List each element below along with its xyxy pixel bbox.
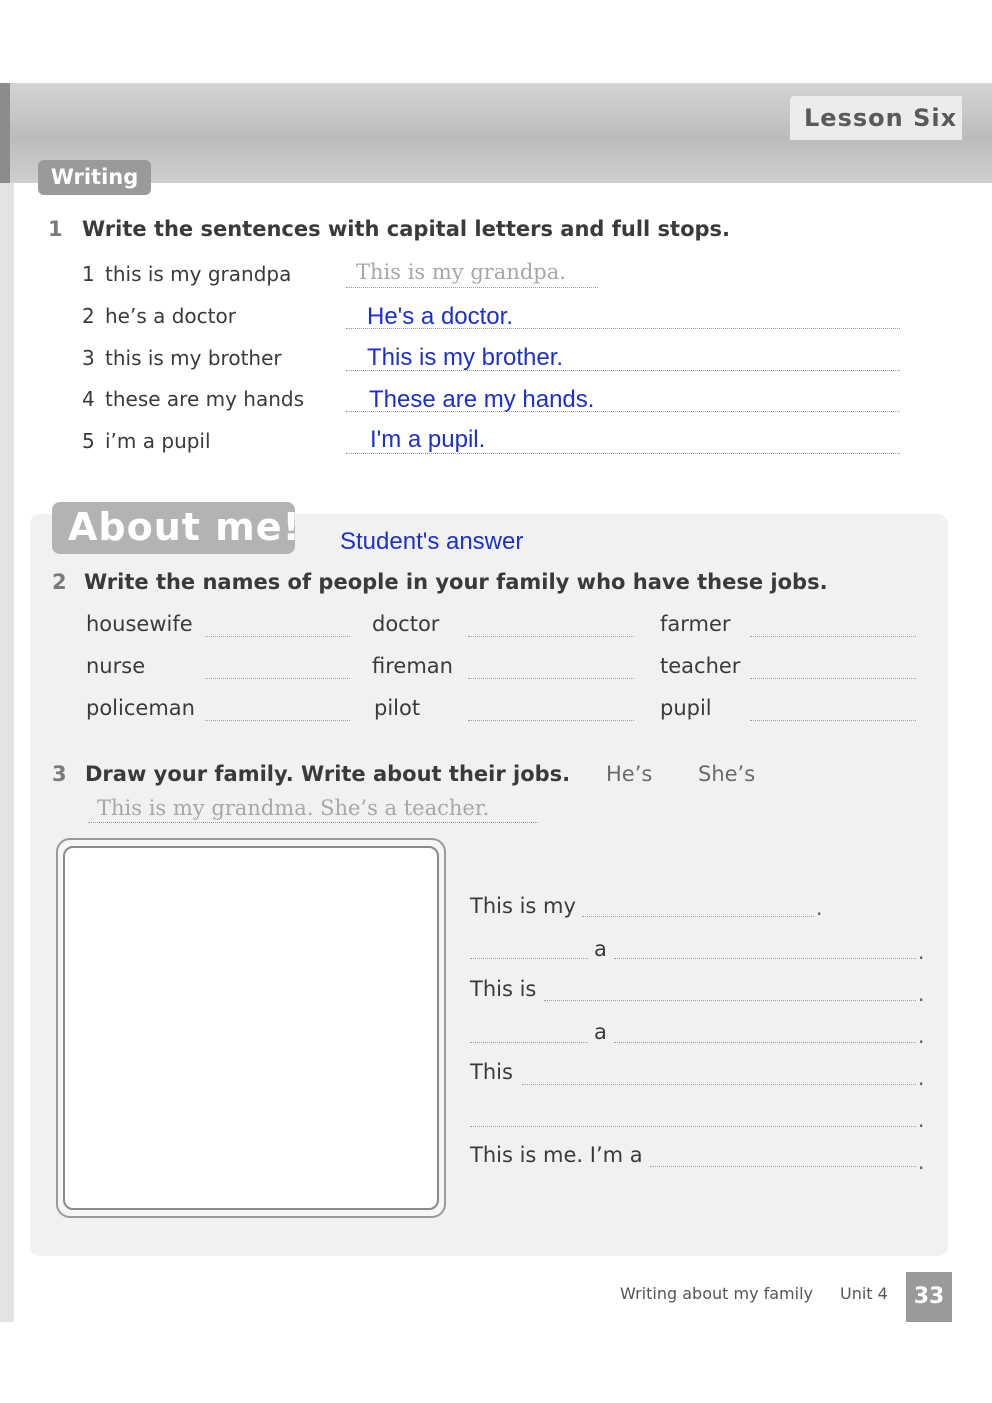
written-answer: These are my hands. [369, 386, 595, 413]
item-prompt: i’m a pupil [105, 429, 211, 453]
page-edge [0, 183, 14, 1323]
item-prompt: this is my brother [105, 346, 282, 370]
page-number: 33 [906, 1272, 952, 1322]
writing-line [582, 916, 814, 917]
footer-unit: Unit 4 [840, 1284, 888, 1303]
answer-line [346, 287, 598, 288]
full-stop: . [918, 1066, 925, 1090]
name-line [468, 720, 634, 721]
full-stop: . [918, 1150, 925, 1174]
job-word: teacher [660, 654, 741, 678]
page-bottom [0, 1322, 992, 1403]
full-stop: . [918, 982, 925, 1006]
name-line [205, 636, 350, 637]
name-line [750, 678, 916, 679]
written-answer: This is my brother. [367, 344, 564, 371]
sentence-start: This is my [470, 894, 576, 918]
writing-line [470, 958, 588, 959]
job-word: pupil [660, 696, 712, 720]
hint-word: He’s [606, 762, 653, 786]
item-number: 3 [82, 346, 95, 370]
name-line [750, 636, 916, 637]
full-stop: . [918, 940, 925, 964]
name-line [205, 720, 350, 721]
answer-line [346, 453, 900, 454]
name-line [468, 678, 634, 679]
job-word: pilot [374, 696, 421, 720]
full-stop: . [816, 896, 823, 920]
exercise-number: 3 [52, 762, 67, 786]
writing-line [614, 958, 916, 959]
writing-line [470, 1126, 916, 1127]
name-line [205, 678, 350, 679]
student-answer-note: Student's answer [340, 528, 524, 555]
name-line [468, 636, 634, 637]
answer-line [346, 328, 900, 329]
writing-line [614, 1042, 916, 1043]
answer-line [346, 411, 900, 412]
sentence-start: This is me. I’m a [470, 1143, 643, 1167]
item-number: 1 [82, 262, 95, 286]
exercise-number: 1 [48, 217, 63, 241]
writing-line [522, 1084, 916, 1085]
section-badge: Writing [38, 160, 151, 195]
item-prompt: these are my hands [105, 387, 305, 411]
job-word: nurse [86, 654, 146, 678]
drawing-box[interactable] [63, 846, 439, 1210]
about-me-title: About me! [68, 505, 301, 549]
exercise-instruction: Write the sentences with capital letters and full stops. [82, 217, 731, 241]
writing-line [544, 1000, 916, 1001]
sentence-word: a [594, 1020, 607, 1044]
job-word: fireman [372, 654, 453, 678]
item-prompt: this is my grandpa [105, 262, 292, 286]
lesson-title: Lesson Six [804, 104, 958, 132]
item-number: 4 [82, 387, 95, 411]
written-answer: I'm a pupil. [370, 426, 486, 453]
exercise-number: 2 [52, 570, 67, 594]
writing-line [650, 1166, 916, 1167]
full-stop: . [918, 1108, 925, 1132]
sentence-word: a [594, 937, 607, 961]
job-word: farmer [660, 612, 731, 636]
job-word: policeman [86, 696, 195, 720]
full-stop: . [918, 1024, 925, 1048]
example-line [88, 822, 538, 823]
job-word: doctor [372, 612, 440, 636]
writing-line [470, 1042, 588, 1043]
name-line [750, 720, 916, 721]
item-number: 2 [82, 304, 95, 328]
example-sentence: This is my grandma. She’s a teacher. [97, 796, 490, 820]
sentence-start: This [470, 1060, 513, 1084]
item-prompt: he’s a doctor [105, 304, 236, 328]
item-number: 5 [82, 429, 95, 453]
written-answer: He's a doctor. [367, 303, 513, 330]
answer-line [346, 370, 900, 371]
footer-topic: Writing about my family [620, 1284, 813, 1303]
exercise-instruction: Write the names of people in your family who have these jobs. [84, 570, 828, 594]
sentence-start: This is [470, 977, 537, 1001]
hint-word: She’s [698, 762, 756, 786]
job-word: housewife [86, 612, 193, 636]
example-answer: This is my grandpa. [356, 260, 566, 284]
exercise-instruction: Draw your family. Write about their jobs. [85, 762, 571, 786]
